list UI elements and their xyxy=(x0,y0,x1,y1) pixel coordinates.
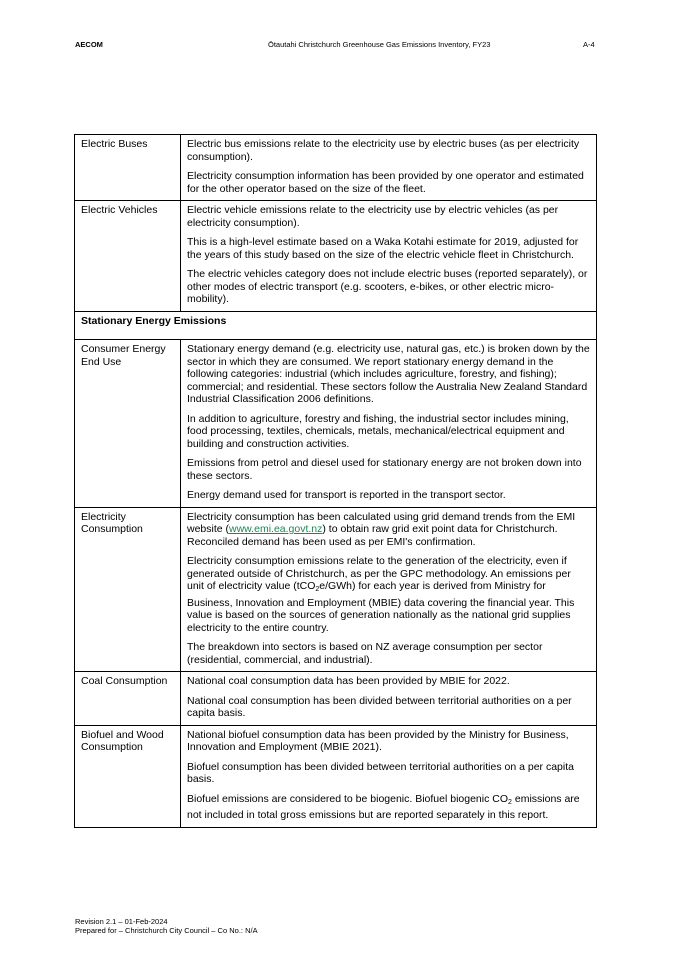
table-row xyxy=(75,340,597,508)
row-label: Biofuel and Wood Consumption xyxy=(75,725,181,827)
paragraph: National biofuel consumption data has been provided by the Ministry for Business, Innovation and Employment (MBIE 2021). xyxy=(187,728,569,753)
paragraph xyxy=(187,555,590,634)
row-label: Coal Consumption xyxy=(75,672,181,726)
row-description xyxy=(181,672,597,726)
paragraph: Biofuel consumption has been divided between territorial authorities on a per capita basis. xyxy=(187,760,574,785)
document-title: Ōtautahi Christchurch Greenhouse Gas Emissions Inventory, FY23 xyxy=(268,40,491,49)
row-description xyxy=(181,201,597,312)
paragraph: Electric vehicle emissions relate to the electricity use by electric vehicles (as per electricity consumption). xyxy=(187,204,559,229)
row-description xyxy=(181,135,597,201)
text-run: e/GWh) for each year is derived from Ministry for Business, Innovation and Employment (MBIE) data covering the financial year. This value is based on the sources of generation nationally as the national grid supplies electricity to the entire country. xyxy=(187,580,575,634)
row-label: Electricity Consumption xyxy=(75,507,181,672)
page-number: A-4 xyxy=(583,40,595,49)
paragraph: In addition to agriculture, forestry and fishing, the industrial sector includes mining, food processing, textiles, chemicals, metals, mechanical/electrical equipment and building and construction activities. xyxy=(187,412,569,450)
row-label: Electric Vehicles xyxy=(75,201,181,312)
table-row xyxy=(75,201,597,312)
text-run: emissions are not included in total gross emissions but are reported separately in this report. xyxy=(187,792,580,821)
row-description xyxy=(181,340,597,508)
paragraph: Emissions from petrol and diesel used for stationary energy are not broken down into these sectors. xyxy=(187,457,582,482)
paragraph: National coal consumption has been divided between territorial authorities on a per capita basis. xyxy=(187,694,572,719)
table-row xyxy=(75,507,597,672)
revision-info: Revision 2.1 – 01-Feb-2024 xyxy=(75,917,168,926)
paragraph: Electric bus emissions relate to the electricity use by electric buses (as per electricity consumption). xyxy=(187,138,580,163)
paragraph xyxy=(187,793,590,822)
subscript: 2 xyxy=(315,586,320,593)
section-row xyxy=(75,311,597,340)
paragraph: The electric vehicles category does not include electric buses (reported separately), or other modes of electric transport (e.g. scooters, e-bikes, or other electric micro-mobility). xyxy=(187,268,588,305)
text-run: Electricity consumption has been calculated using grid demand trends from the EMI website ( xyxy=(187,510,576,535)
text-run: Biofuel emissions are considered to be biogenic. Biofuel biogenic CO xyxy=(187,792,509,805)
table-row xyxy=(75,725,597,827)
paragraph xyxy=(187,511,590,549)
table-row xyxy=(75,672,597,726)
emissions-methodology-table xyxy=(74,134,597,828)
table-row xyxy=(75,135,597,201)
row-description xyxy=(181,507,597,672)
text-run: Electricity consumption emissions relate to the generation of the electricity, even if generated outside of Christchurch, as per the GPC methodology. An emissions per unit of electricity value (tCO xyxy=(187,555,571,592)
emi-website-link[interactable]: www.emi.ea.govt.nz xyxy=(229,523,323,535)
paragraph: The breakdown into sectors is based on NZ average consumption per sector (residential, commercial, and industrial). xyxy=(187,641,543,666)
row-label: Consumer Energy End Use xyxy=(75,340,181,508)
text-run: ) to obtain raw grid exit point data for Christchurch. Reconciled demand has been used as per EMI's confirmation. xyxy=(187,523,558,548)
paragraph: Electricity consumption information has been provided by one operator and estimated for the other operator based on the size of the fleet. xyxy=(187,170,584,195)
paragraph: Stationary energy demand (e.g. electricity use, natural gas, etc.) is broken down by the sector in which they are consumed. We report stationary energy demand in the following categories: industrial (which includes agriculture, forestry, and fishing); commercial; and residential. These sectors follow the Australia New Zealand Standard Industrial Classification 2006 definitions. xyxy=(187,343,590,405)
company-name: AECOM xyxy=(75,40,103,49)
subscript: 2 xyxy=(508,798,512,806)
row-label: Electric Buses xyxy=(75,135,181,201)
paragraph: Energy demand used for transport is reported in the transport sector. xyxy=(187,489,506,501)
section-heading: Stationary Energy Emissions xyxy=(75,311,597,340)
row-description xyxy=(181,725,597,827)
paragraph: This is a high-level estimate based on a Waka Kotahi estimate for 2019, adjusted for the years of this study based on the size of the electric vehicle fleet in Christchurch. xyxy=(187,236,579,261)
prepared-for-info: Prepared for – Christchurch City Council – Co No.: N/A xyxy=(75,926,258,935)
paragraph: National coal consumption data has been provided by MBIE for 2022. xyxy=(187,675,510,687)
